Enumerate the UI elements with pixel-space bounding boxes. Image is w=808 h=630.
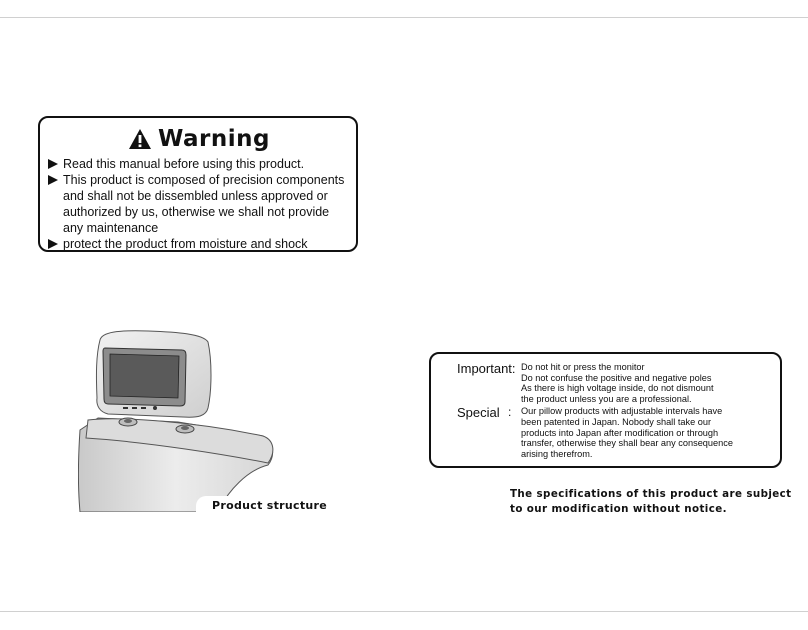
product-structure-caption: Product structure bbox=[196, 496, 334, 516]
triangle-bullet-icon bbox=[48, 175, 58, 185]
headrest-monitor-illustration bbox=[78, 330, 288, 512]
specification-note-line: The specifications of this product are subject bbox=[510, 488, 792, 500]
special-line: arising therefrom. bbox=[521, 448, 593, 459]
special-colon: : bbox=[508, 405, 512, 420]
specification-note bbox=[510, 487, 800, 517]
important-notice-box bbox=[429, 352, 782, 468]
special-line: Our pillow products with adjustable intervals have bbox=[521, 406, 723, 417]
warning-triangle-icon bbox=[128, 128, 152, 150]
triangle-bullet-icon bbox=[48, 239, 58, 249]
important-line: Do not confuse the positive and negative poles bbox=[521, 372, 712, 383]
special-line: been patented in Japan. Nobody shall take our bbox=[521, 416, 712, 427]
warning-list bbox=[48, 156, 350, 252]
warning-item-text: Read this manual before using this product. bbox=[63, 157, 305, 171]
important-line: the product unless you are a professional. bbox=[521, 393, 692, 404]
important-line: Do not hit or press the monitor bbox=[521, 362, 645, 372]
special-line: products into Japan after modification or through bbox=[521, 427, 719, 438]
bottom-page-rule bbox=[0, 611, 808, 612]
important-line: As there is high voltage inside, do not dismount bbox=[521, 383, 714, 394]
triangle-bullet-icon bbox=[48, 159, 58, 169]
warning-item-text: protect the product from moisture and shock bbox=[63, 237, 308, 251]
important-text bbox=[521, 362, 714, 404]
specification-note-line: to our modification without notice. bbox=[510, 503, 727, 515]
special-label: Special bbox=[457, 405, 500, 421]
warning-item bbox=[48, 236, 350, 252]
warning-title: Warning bbox=[157, 126, 270, 152]
special-line: transfer, otherwise they shall bear any consequence bbox=[521, 438, 733, 449]
warning-item bbox=[48, 156, 350, 172]
warning-heading bbox=[48, 126, 350, 152]
warning-box bbox=[38, 116, 358, 252]
special-text bbox=[521, 406, 733, 459]
important-row bbox=[457, 362, 774, 404]
warning-item bbox=[48, 172, 350, 236]
top-page-rule bbox=[0, 17, 808, 18]
important-label: Important: bbox=[457, 361, 516, 376]
warning-item-text: This product is composed of precision components and shall not be dissembled unless approved or authorized by us, otherwise we shall not provide any maintenance bbox=[63, 173, 345, 235]
special-row bbox=[457, 406, 774, 459]
